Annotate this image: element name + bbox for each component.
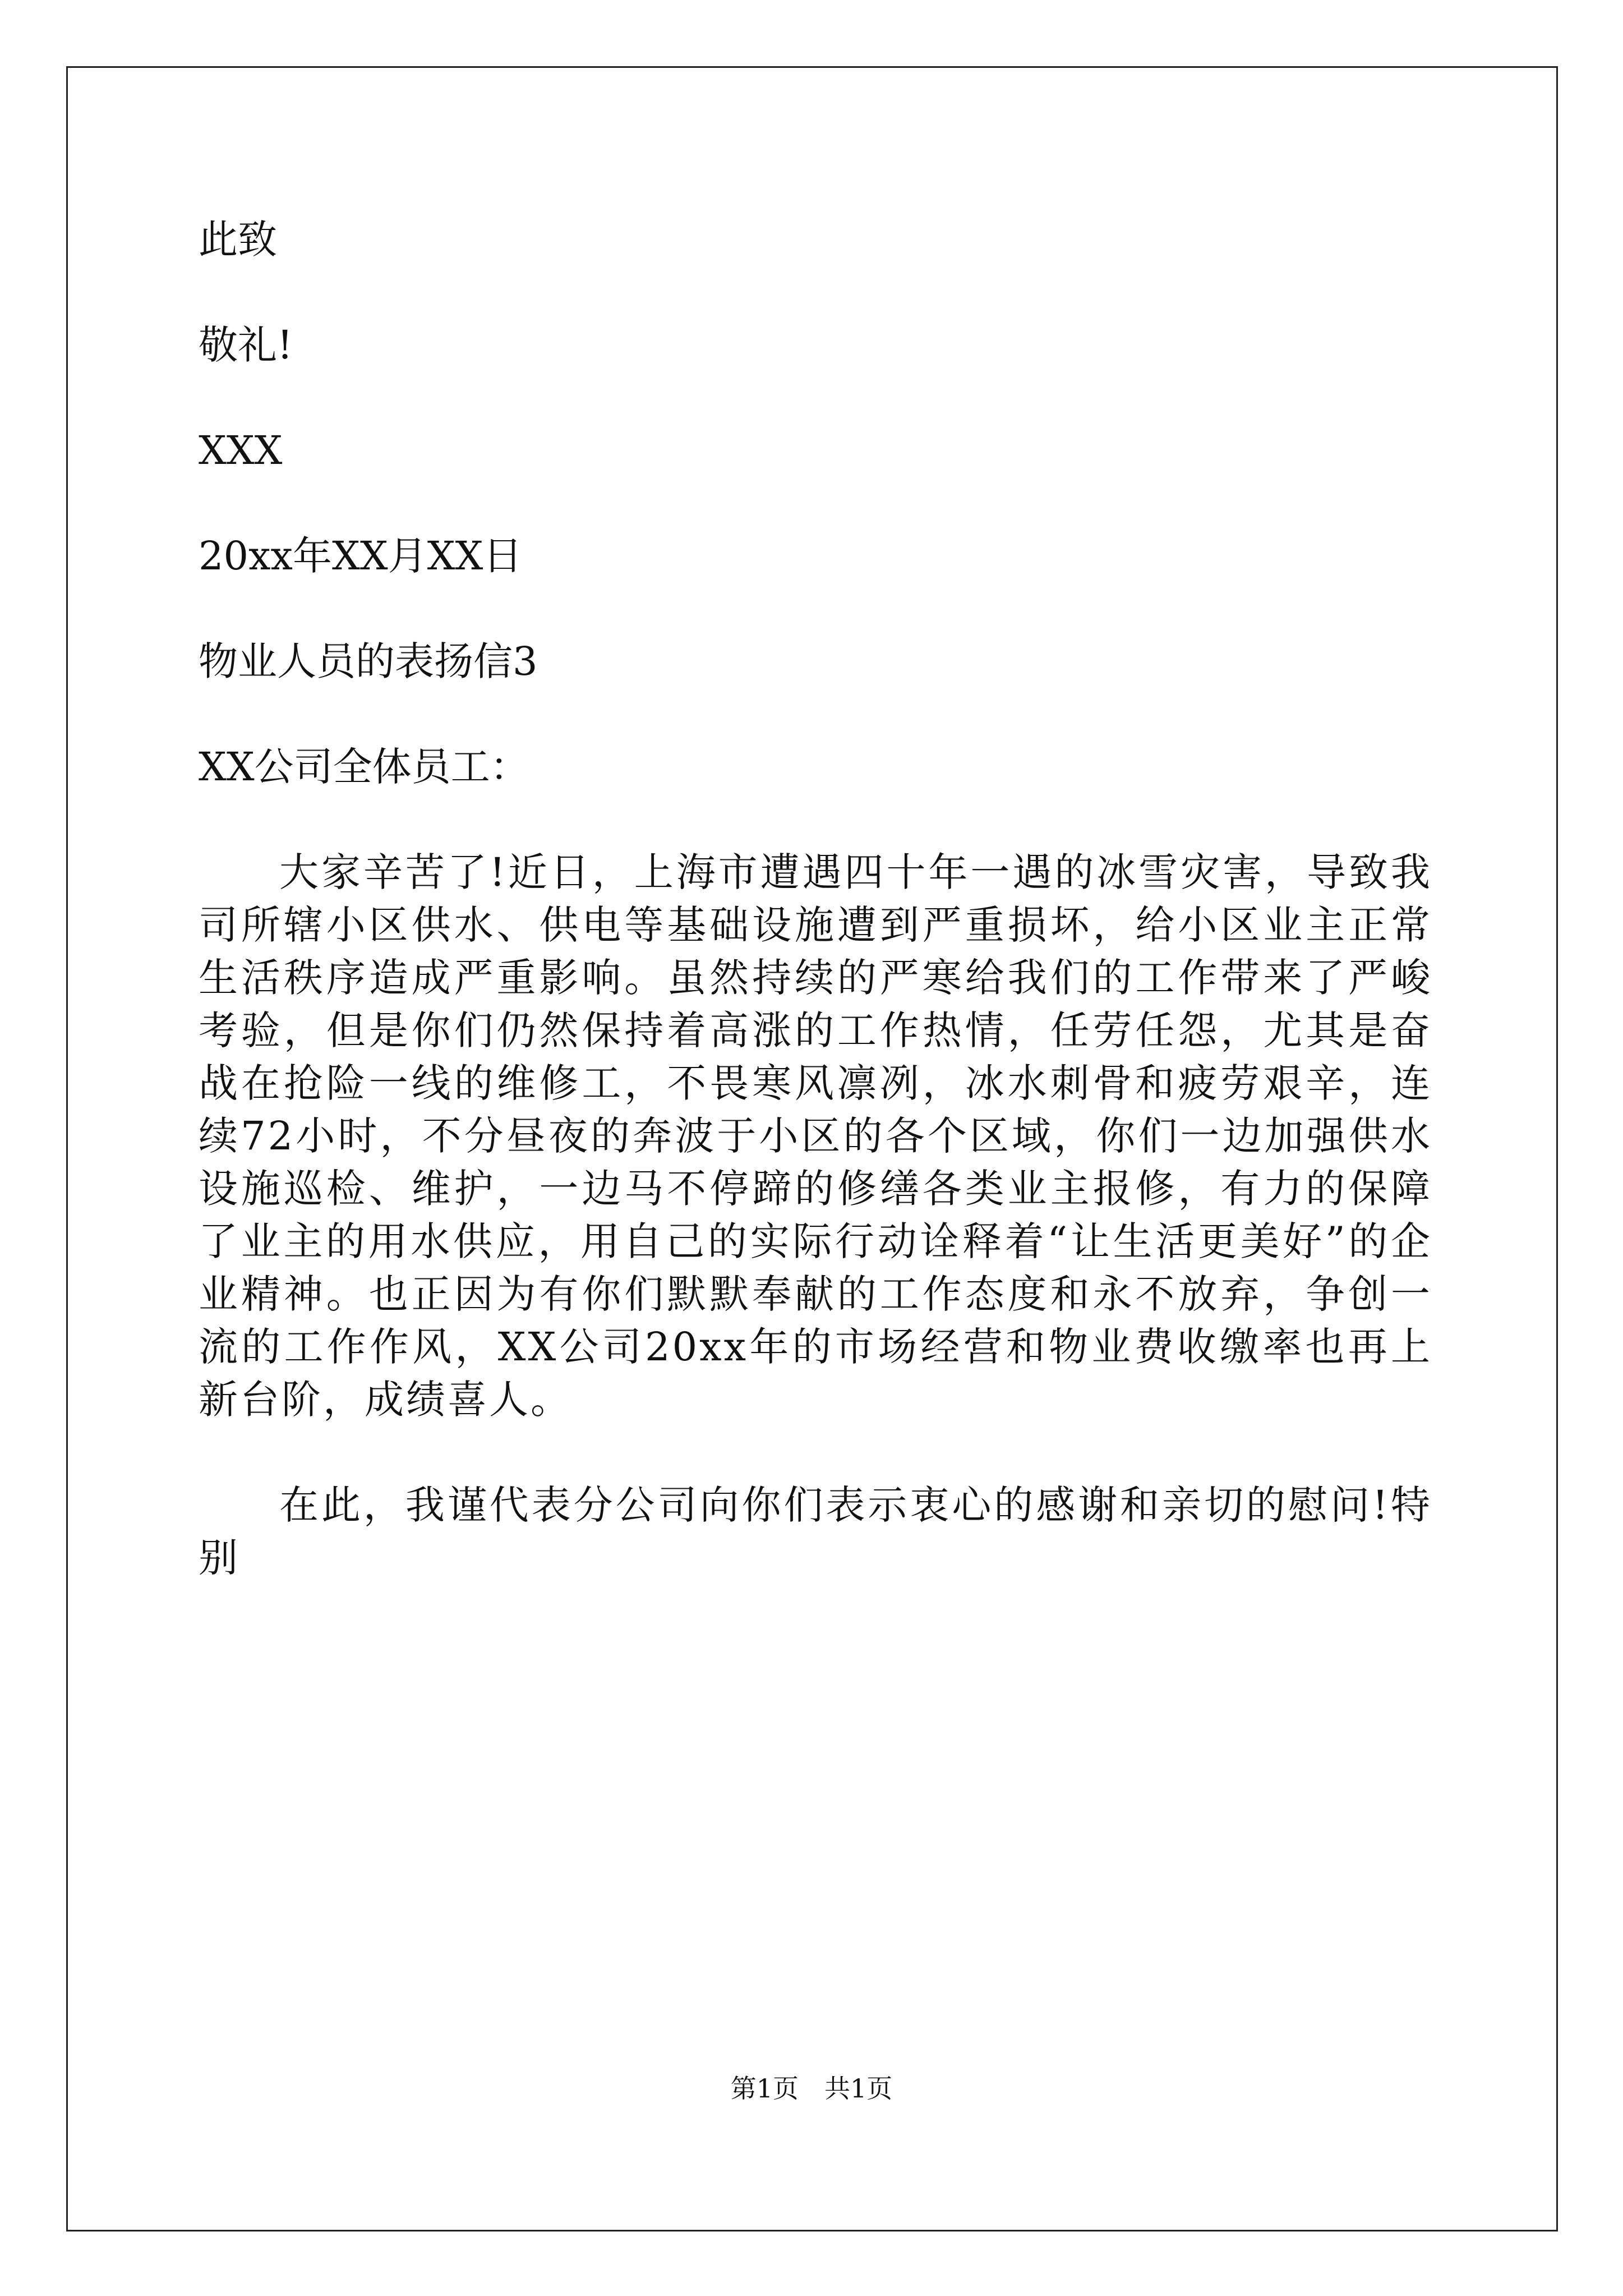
page-number: 第1页: [730, 2073, 799, 2104]
salutation: XX公司全体员工：: [199, 744, 529, 790]
body-paragraph-2: 在此，我谨代表分公司向你们表示衷心的感谢和亲切的慰问!特别: [199, 1482, 1432, 1581]
section-title: 物业人员的表扬信3: [199, 638, 538, 684]
page-footer: [0, 2073, 1623, 2104]
signer-name: XXX: [199, 427, 283, 473]
document-body: [199, 213, 1432, 1581]
closing-line-2: 敬礼!: [199, 322, 293, 368]
body-paragraph-1: 大家辛苦了!近日，上海市遭遇四十年一遇的冰雪灾害，导致我司所辖小区供水、供电等基础设施遭到严重损坏，给小区业主正常生活秩序造成严重影响。虽然持续的严寒给我们的工作带来了严峻考验，但是你们仍然保持着高涨的工作热情，任劳任怨，尤其是奋战在抢险一线的维修工，不畏寒风凛冽，冰水刺骨和疲劳艰辛，连续72小时，不分昼夜的奔波于小区的各个区域，你们一边加强供水设施巡检、维护，一边马不停蹄的修缮各类业主报修，有力的保障了业主的用水供应，用自己的实际行动诠释着“让生活更美好”的企业精神。也正因为有你们默默奉献的工作态度和永不放弃，争创一流的工作作风，XX公司20xx年的市场经营和物业费收缴率也再上新台阶，成绩喜人。: [199, 849, 1432, 1423]
closing-line-1: 此致: [199, 217, 277, 263]
letter-date: 20xx年XX月XX日: [199, 533, 523, 579]
page-total: 共1页: [824, 2073, 893, 2104]
